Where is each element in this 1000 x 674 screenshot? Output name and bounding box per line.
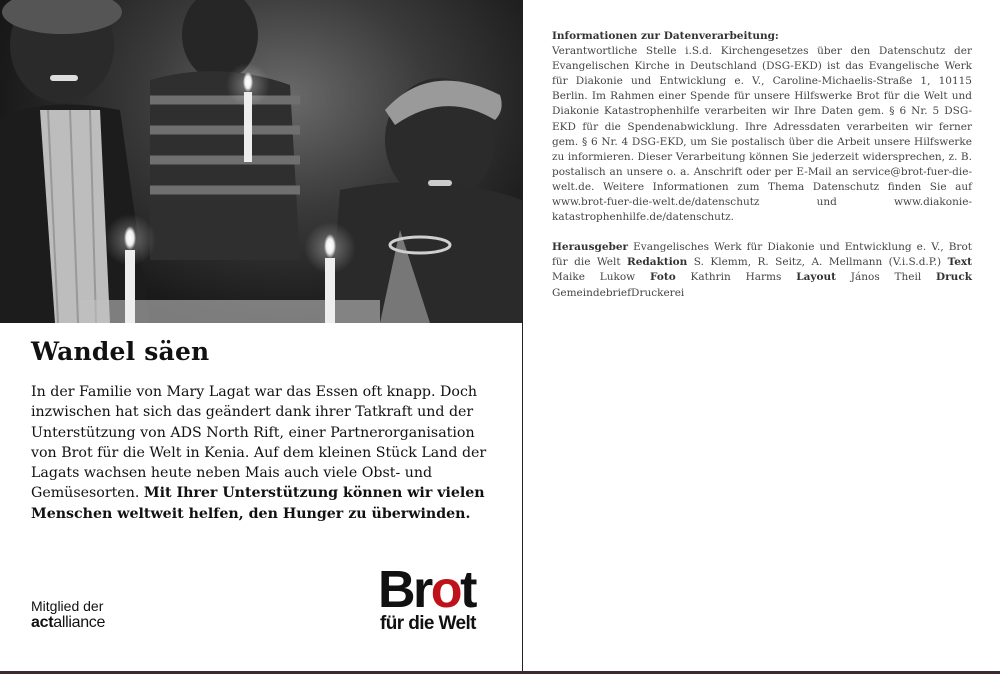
page-title: Wandel säen xyxy=(31,337,210,366)
brot-fuer-die-welt-logo xyxy=(378,561,476,634)
act-alliance-wordmark xyxy=(31,614,105,632)
brot-subline: für die Welt xyxy=(380,613,476,634)
privacy-column xyxy=(552,29,972,301)
credit-foto: Kathrin Harms xyxy=(675,271,797,284)
credit-druck: GemeindebriefDruckerei xyxy=(552,286,685,299)
act-alliance-logo xyxy=(31,598,105,632)
brot-wordmark xyxy=(378,561,476,619)
brot-letters-br: Br xyxy=(378,561,431,619)
privacy-heading: Informationen zur Datenverarbeitung: xyxy=(552,30,779,42)
credit-layout: János Theil xyxy=(835,271,937,284)
act-member-label: Mitglied der xyxy=(31,598,104,614)
credit-text: Maike Lukow xyxy=(552,271,650,284)
credit-label-layout: Layout xyxy=(796,271,836,284)
alliance-word: alliance xyxy=(53,614,106,631)
credit-label-druck: Druck xyxy=(936,271,972,284)
brot-letter-o: o xyxy=(430,561,461,619)
act-word: act xyxy=(31,614,54,631)
story-text xyxy=(31,382,503,524)
brot-letter-t: t xyxy=(460,561,475,619)
credit-label-redaktion: Redaktion xyxy=(627,256,688,269)
credit-label-foto: Foto xyxy=(649,271,676,284)
story-call-to-action: Mit Ihrer Unterstützung können wir vielen Menschen weltweit helfen, den Hunger zu überwinden. xyxy=(31,485,485,522)
credit-redaktion: S. Klemm, R. Seitz, A. Mellmann (V.i.S.d.P.) xyxy=(687,256,948,269)
credit-label-herausgeber: Herausgeber xyxy=(552,241,629,254)
credit-herausgeber: Evangelisches Werk für Diakonie und Entwicklung e. V., Brot für die Welt xyxy=(552,241,972,269)
page-divider xyxy=(522,0,523,674)
family-photo xyxy=(0,0,522,323)
privacy-text: Verantwortliche Stelle i.S.d. Kirchengesetzes über den Datenschutz der Evangelischen Kirche in Deutschland (DSG-EKD) ist das Evangelische Werk für Diakonie und Entwicklung e. V., Caroline-Michaelis-Straße 1, 10115 Berlin. Im Rahmen einer Spende für unsere Hilfswerke Brot für die Welt und Diakonie Katastrophenhilfe verarbeiten wir Ihre Daten gem. § 6 Nr. 5 DSG-EKD für die Spendenabwicklung. Ihre Adressdaten verarbeiten wir ferner gem. § 6 Nr. 4 DSG-EKD, um Sie postalisch über die Arbeit unsere Hilfswerke zu informieren. Dieser Verarbeitung können Sie jederzeit widersprechen, z. B. postalisch an unsere o. a. Anschrift oder per E-Mail an service@brot-fuer-die-welt.de. Weitere Informationen zum Thema Datenschutz finden Sie auf www.brot-fuer-die-welt.de/datenschutz und www.diakonie-katastrophenhilfe.de/datenschutz. xyxy=(552,45,972,224)
credit-label-text: Text xyxy=(947,256,972,269)
story-paragraph: In der Familie von Mary Lagat war das Essen oft knapp. Doch inzwischen hat sich das geändert dank ihrer Tatkraft und der Unterstützung von ADS North Rift, einer Partnerorganisation von Brot für die Welt in Kenia. Auf dem kleinen Stück Land der Lagats wachsen heute neben Mais auch viele Obst- und Gemüsesorten. xyxy=(31,384,487,502)
imprint-credits xyxy=(552,240,972,300)
